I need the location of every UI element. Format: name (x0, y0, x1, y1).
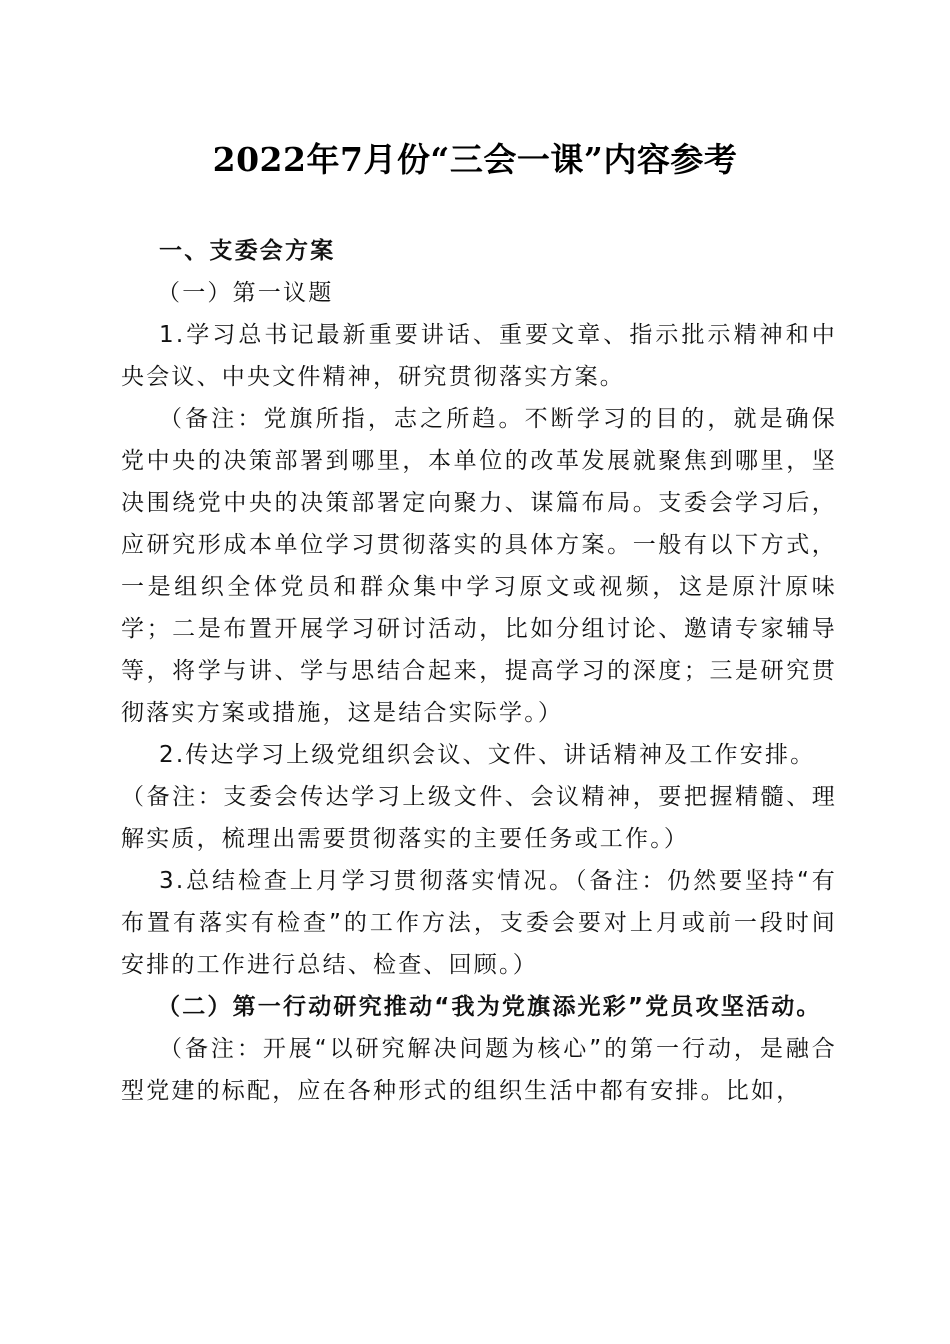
paragraph-item-1: 1.学习总书记最新重要讲话、重要文章、指示批示精神和中央会议、中央文件精神，研究贯彻落实方案。 (121, 322, 837, 390)
document-body (121, 230, 837, 1112)
paragraph-note-2: （备注：支委会传达学习上级文件、会议精神，要把握精髓、理解实质，梳理出需要贯彻落实的主要任务或工作。） (121, 784, 837, 852)
paragraph-item-3: 3.总结检查上月学习贯彻落实情况。（备注：仍然要坚持“有布置有落实有检查”的工作方法，支委会要对上月或前一段时间安排的工作进行总结、检查、回顾。） (121, 868, 837, 978)
paragraph-item-2: 2.传达学习上级党组织会议、文件、讲话精神及工作安排。 (159, 742, 816, 768)
paragraph-note-4: （备注：开展“以研究解决问题为核心”的第一行动，是融合型党建的标配，应在各种形式的组织生活中都有安排。比如， (121, 1036, 837, 1104)
document-title: 2022年7月份“三会一课”内容参考 (212, 140, 738, 179)
subsection-heading-2: （二）第一行动研究推动“我为党旗添光彩”党员攻坚活动。 (157, 994, 822, 1020)
paragraph-note-1: （备注：党旗所指，志之所趋。不断学习的目的，就是确保党中央的决策部署到哪里，本单位的改革发展就聚焦到哪里，坚决围绕党中央的决策部署定向聚力、谋篇布局。支委会学习后，应研究形成本单位学习贯彻落实的具体方案。一般有以下方式，一是组织全体党员和群众集中学习原文或视频，这是原汁原味学；二是布置开展学习研讨活动，比如分组讨论、邀请专家辅导等，将学与讲、学与思结合起来，提高学习的深度；三是研究贯彻落实方案或措施，这是结合实际学。） (121, 406, 837, 726)
section-heading-1: 一、支委会方案 (159, 238, 336, 264)
subsection-heading-1: （一）第一议题 (157, 280, 334, 306)
